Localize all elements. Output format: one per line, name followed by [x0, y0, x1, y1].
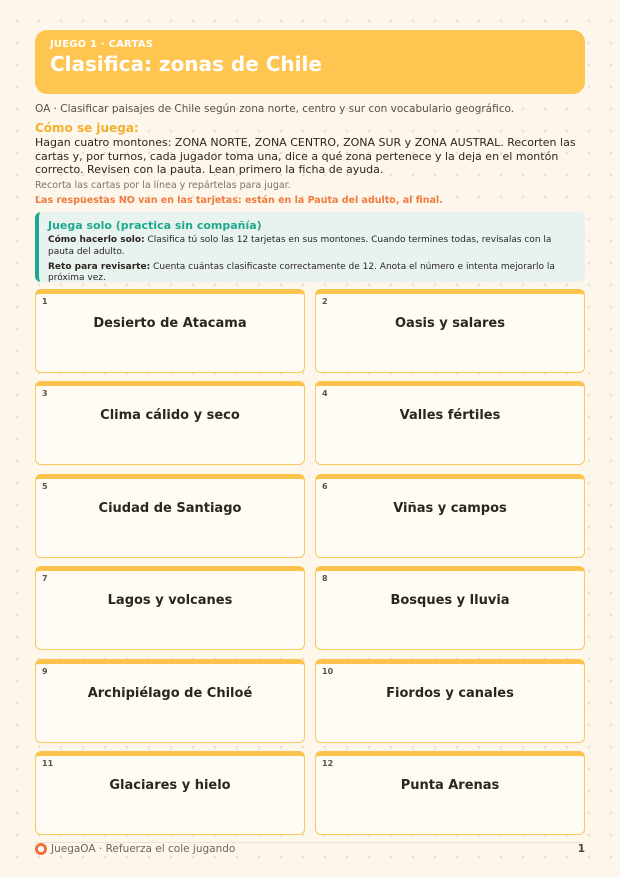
card-number: 10 [322, 667, 334, 676]
card-number: 1 [42, 297, 48, 306]
solo-how-text: Clasifica tú solo las 12 tarjetas en sus montones. Cuando termines todas, revísalas con la pauta del adulto. [48, 235, 552, 257]
card-number: 8 [322, 574, 328, 583]
card-11 [35, 751, 305, 835]
card-4 [315, 381, 585, 465]
card-label: Clima cálido y seco [100, 408, 240, 423]
card-label: Oasis y salares [395, 316, 505, 331]
footer-brand: JuegaOA · Refuerza el cole jugando [51, 843, 236, 855]
card-number: 6 [322, 482, 328, 491]
card-2 [315, 289, 585, 373]
cut-note: Recorta las cartas por la línea y repártelas para jugar. [35, 180, 291, 191]
solo-how [48, 235, 575, 259]
card-number: 3 [42, 389, 48, 398]
card-label: Bosques y lluvia [390, 593, 510, 608]
card-number: 5 [42, 482, 48, 491]
solo-title: Juega solo (practica sin compañía) [48, 219, 262, 232]
how-to-play-heading: Cómo se juega: [35, 121, 139, 135]
card-label: Archipiélago de Chiloé [87, 686, 253, 701]
card-number: 12 [322, 759, 334, 768]
card-number: 11 [42, 759, 54, 768]
card-7 [35, 566, 305, 650]
solo-challenge [48, 262, 575, 286]
card-1 [35, 289, 305, 373]
card-9 [35, 659, 305, 743]
card-5 [35, 474, 305, 558]
page-number: 1 [577, 843, 585, 855]
card-label: Ciudad de Santiago [98, 501, 242, 516]
card-label: Valles fértiles [399, 408, 501, 423]
brand-logo-icon [35, 843, 47, 855]
how-to-play-text: Hagan cuatro montones: ZONA NORTE, ZONA CENTRO, ZONA SUR y ZONA AUSTRAL. Recorten las cartas y, por turnos, cada jugador toma una, dice a qué zona pertenece y la deja en el montón correcto. Revisen con la pauta. Lean primero la ficha de ayuda. [35, 136, 576, 177]
card-6 [315, 474, 585, 558]
card-label: Glaciares y hielo [109, 778, 231, 793]
page-title: Clasifica: zonas de Chile [50, 52, 322, 76]
answers-warning: Las respuestas NO van en las tarjetas: están en la Pauta del adulto, al final. [35, 195, 443, 206]
card-label: Desierto de Atacama [93, 316, 247, 331]
card-number: 7 [42, 574, 48, 583]
card-3 [35, 381, 305, 465]
card-8 [315, 566, 585, 650]
card-10 [315, 659, 585, 743]
card-label: Fiordos y canales [386, 686, 514, 701]
solo-challenge-text: Cuenta cuántas clasificaste correctamente de 12. Anota el número e intenta mejorarlo la próxima vez. [48, 261, 555, 284]
card-label: Lagos y volcanes [107, 593, 233, 608]
card-number: 4 [322, 389, 328, 398]
solo-challenge-label: Reto para revisarte: [48, 261, 151, 272]
card-number: 9 [42, 667, 48, 676]
card-12 [315, 751, 585, 835]
solo-how-label: Cómo hacerlo solo: [48, 235, 145, 245]
header-banner [35, 30, 585, 94]
learning-objective: OA · Clasificar paisajes de Chile según zona norte, centro y sur con vocabulario geográfico. [35, 103, 515, 115]
game-kicker: JUEGO 1 · CARTAS [50, 39, 154, 50]
card-label: Punta Arenas [400, 778, 500, 793]
card-label: Viñas y campos [393, 501, 507, 516]
footer [35, 843, 585, 859]
solo-play-box [35, 212, 585, 282]
card-number: 2 [322, 297, 328, 306]
